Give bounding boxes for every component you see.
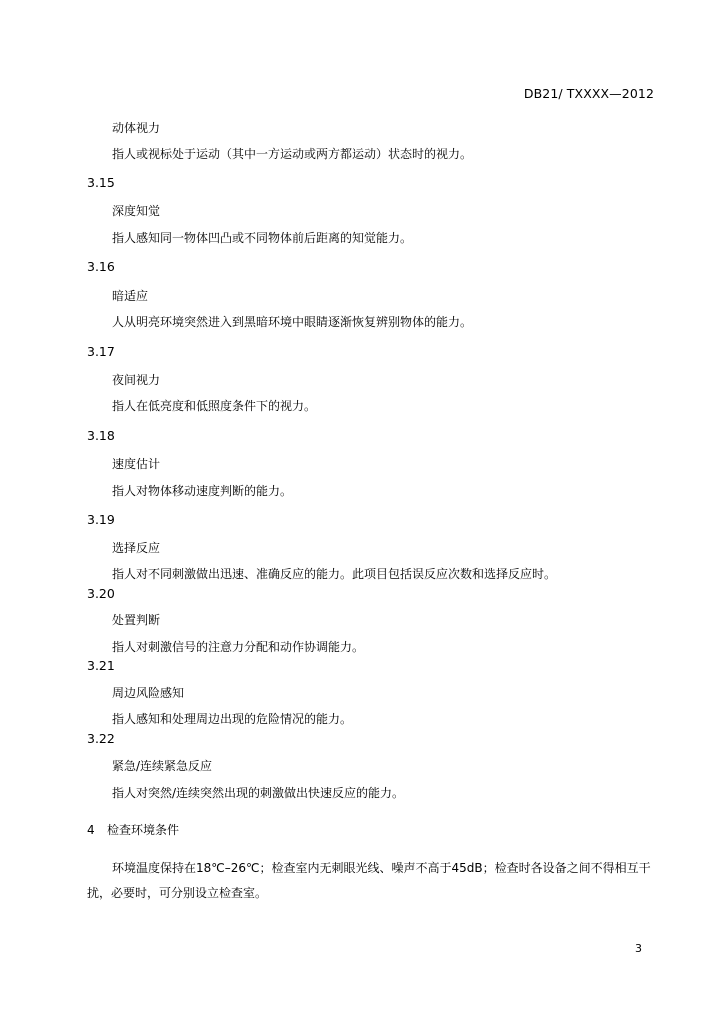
- term-title: 深度知觉: [112, 204, 161, 218]
- entry-number: 3.17: [87, 344, 115, 359]
- section-body: 环境温度保持在18℃–26℃；检查室内无刺眼光线、噪声不高于45dB；检查时各设备之间不得相互干扰，必要时，可分别设立检查室。: [87, 861, 651, 900]
- term-definition: 指人感知同一物体凹凸或不同物体前后距离的知觉能力。: [112, 231, 413, 245]
- term-definition: 指人在低亮度和低照度条件下的视力。: [112, 399, 317, 413]
- entry-number: 3.19: [87, 512, 115, 527]
- term-definition: 指人对突然/连续突然出现的刺激做出快速反应的能力。: [112, 786, 405, 800]
- term-definition: 指人对刺激信号的注意力分配和动作协调能力。: [112, 640, 365, 654]
- entry-number: 3.18: [87, 428, 115, 443]
- term-title: 暗适应: [112, 289, 149, 303]
- document-number: DB21/ TXXXX—2012: [523, 86, 654, 101]
- term-definition: 指人对不同刺激做出迅速、准确反应的能力。此项目包括误反应次数和选择反应时。: [112, 567, 557, 581]
- section-title: 检查环境条件: [107, 823, 180, 837]
- term-title: 选择反应: [112, 541, 161, 555]
- term-title: 夜间视力: [112, 373, 161, 387]
- term-title: 周边风险感知: [112, 686, 185, 700]
- term-title: 紧急/连续紧急反应: [112, 759, 213, 773]
- entry-number: 3.21: [87, 658, 115, 673]
- entry-number: 3.15: [87, 175, 115, 190]
- term-definition: 指人对物体移动速度判断的能力。: [112, 484, 293, 498]
- page-number: 3: [635, 942, 642, 955]
- term-definition: 指人感知和处理周边出现的危险情况的能力。: [112, 712, 353, 726]
- entry-number: 3.20: [87, 586, 115, 601]
- section-number: 4: [87, 823, 95, 837]
- term-title: 速度估计: [112, 457, 161, 471]
- term-title: 处置判断: [112, 613, 161, 627]
- entry-number: 3.16: [87, 259, 115, 274]
- term-title: 动体视力: [112, 121, 161, 135]
- term-definition: 指人或视标处于运动（其中一方运动或两方都运动）状态时的视力。: [112, 147, 473, 161]
- section-heading: [87, 824, 179, 836]
- term-definition: 人从明亮环境突然进入到黑暗环境中眼睛逐渐恢复辨别物体的能力。: [112, 315, 473, 329]
- entry-number: 3.22: [87, 731, 115, 746]
